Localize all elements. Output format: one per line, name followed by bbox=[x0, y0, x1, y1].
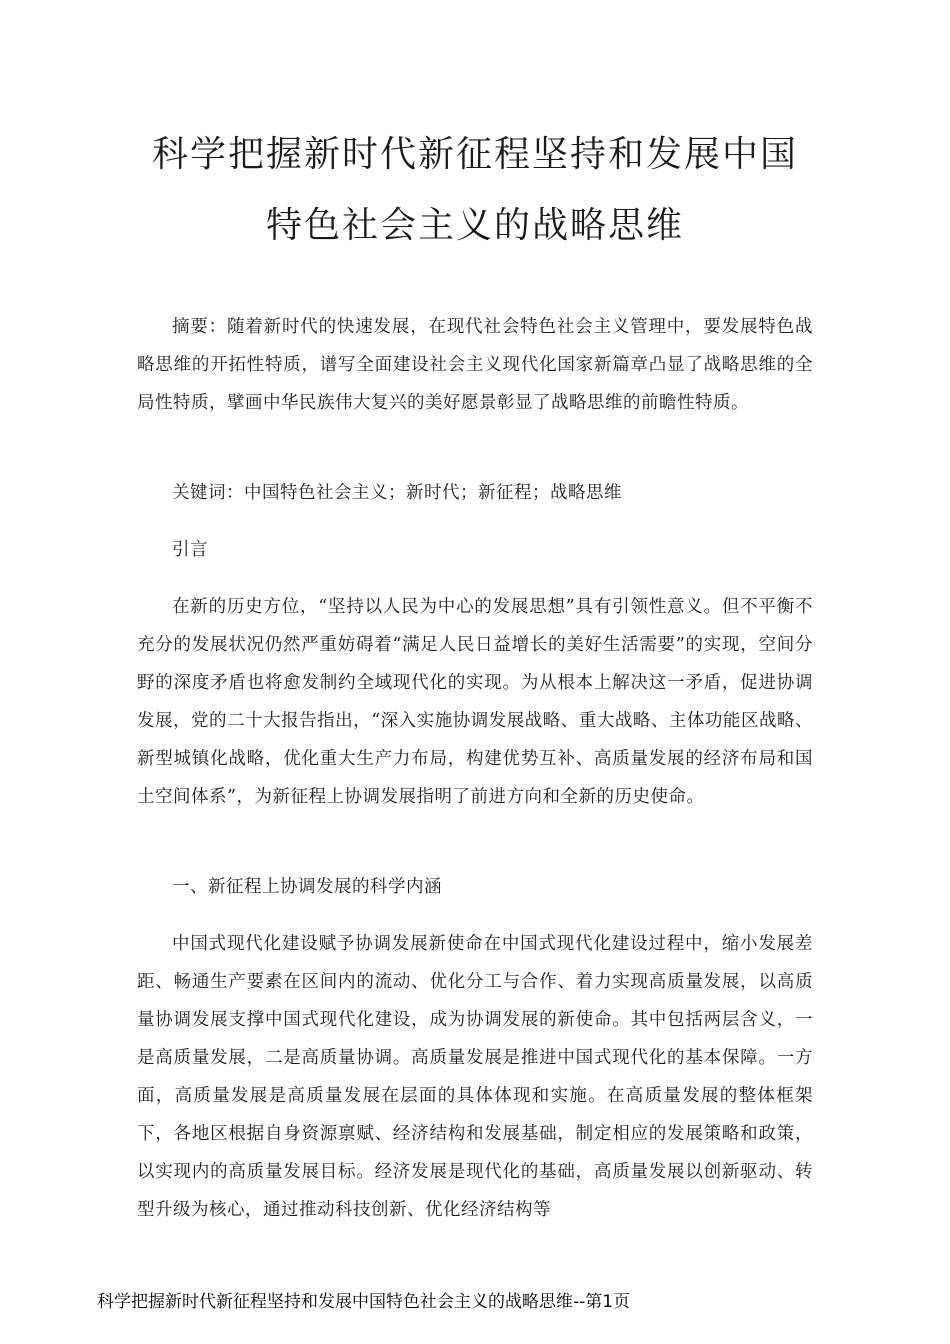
page-footer: 科学把握新时代新征程坚持和发展中国特色社会主义的战略思维--第1页 bbox=[97, 1292, 631, 1312]
section-1-paragraph: 中国式现代化建设赋予协调发展新使命在中国式现代化建设过程中，缩小发展差距、畅通生产要素在区间内的流动、优化分工与合作、着力实现高质量发展，以高质量协调发展支撑中国式现代化建设，成为协调发展的新使命。其中包括两层含义，一是高质量发展，二是高质量协调。高质量发展是推进中国式现代化的基本保障。一方面，高质量发展是高质量发展在层面的具体体现和实施。在高质量发展的整体框架下，各地区根据自身资源禀赋、经济结构和发展基础，制定相应的发展策略和政策，以实现内的高质量发展目标。经济发展是现代化的基础，高质量发展以创新驱动、转型升级为核心，通过推动科技创新、优化经济结构等 bbox=[137, 934, 813, 1220]
document-title-line-1: 科学把握新时代新征程坚持和发展中国 bbox=[151, 134, 798, 175]
section-1-heading: 一、新征程上协调发展的科学内涵 bbox=[172, 877, 442, 897]
intro-heading: 引言 bbox=[172, 540, 208, 560]
intro-paragraph: 在新的历史方位，“坚持以人民为中心的发展思想”具有引领性意义。但不平衡不充分的发展状况仍然严重妨碍着“满足人民日益增长的美好生活需要”的实现，空间分野的深度矛盾也将愈发制约全域现代化的实现。为从根本上解决这一矛盾，促进协调发展，党的二十大报告指出，“深入实施协调发展战略、重大战略、主体功能区战略、新型城镇化战略，优化重大生产力布局，构建优势互补、高质量发展的经济布局和国土空间体系”，为新征程上协调发展指明了前进方向和全新的历史使命。 bbox=[137, 597, 813, 807]
abstract-paragraph: 摘要：随着新时代的快速发展，在现代社会特色社会主义管理中，要发展特色战略思维的开拓性特质，谱写全面建设社会主义现代化国家新篇章凸显了战略思维的全局性特质，擘画中华民族伟大复兴的美好愿景彰显了战略思维的前瞻性特质。 bbox=[137, 317, 813, 413]
document-title-line-2: 特色社会主义的战略思维 bbox=[265, 205, 684, 246]
keywords-line: 关键词：中国特色社会主义；新时代；新征程；战略思维 bbox=[172, 483, 622, 503]
